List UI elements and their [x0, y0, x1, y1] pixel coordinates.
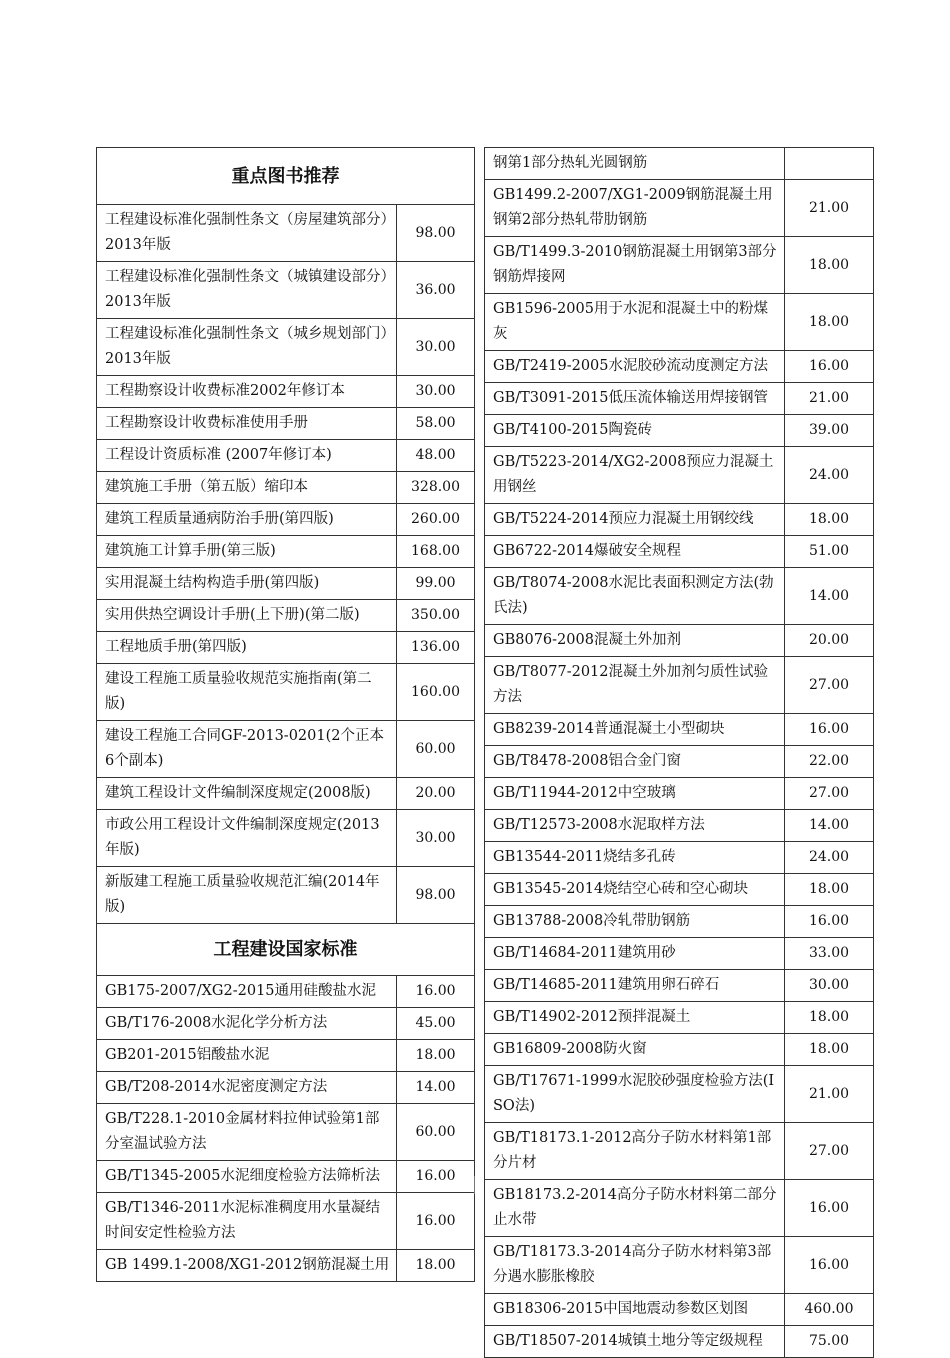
catalog-row: [485, 294, 874, 351]
item-price: 14.00: [785, 568, 874, 625]
item-title: GB16809-2008防火窗: [485, 1034, 785, 1066]
section-title-featured-books: 重点图书推荐: [97, 148, 475, 205]
item-price: 21.00: [785, 180, 874, 237]
catalog-row: [485, 778, 874, 810]
catalog-row: [485, 568, 874, 625]
item-price: 18.00: [785, 504, 874, 536]
item-title: GB/T4100-2015陶瓷砖: [485, 415, 785, 447]
catalog-row: [485, 237, 874, 294]
item-title: 工程建设标准化强制性条文（城乡规划部门）2013年版: [97, 319, 397, 376]
item-title: 工程地质手册(第四版): [97, 632, 397, 664]
catalog-row: [485, 874, 874, 906]
item-price: 18.00: [397, 1250, 475, 1282]
catalog-row: [97, 440, 475, 472]
item-price: 30.00: [785, 970, 874, 1002]
item-title: GB/T18173.1-2012高分子防水材料第1部分片材: [485, 1123, 785, 1180]
item-price: 24.00: [785, 447, 874, 504]
catalog-row: [485, 657, 874, 714]
right-catalog-table: [484, 147, 874, 1358]
catalog-row: [485, 625, 874, 657]
catalog-row: [97, 408, 475, 440]
catalog-row: [97, 472, 475, 504]
catalog-row: [97, 205, 475, 262]
catalog-row: [97, 319, 475, 376]
item-price: 168.00: [397, 536, 475, 568]
item-title: 实用混凝土结构构造手册(第四版): [97, 568, 397, 600]
catalog-row: [485, 1237, 874, 1294]
item-title: 建筑施工手册（第五版）缩印本: [97, 472, 397, 504]
item-price: 21.00: [785, 1066, 874, 1123]
catalog-row: [485, 1123, 874, 1180]
catalog-row: [485, 383, 874, 415]
item-title: 钢第1部分热轧光圆钢筋: [485, 148, 785, 180]
item-title: 工程建设标准化强制性条文（房屋建筑部分）2013年版: [97, 205, 397, 262]
item-price: 16.00: [785, 714, 874, 746]
catalog-row: [485, 180, 874, 237]
item-title: GB/T3091-2015低压流体输送用焊接钢管: [485, 383, 785, 415]
catalog-row: [485, 1034, 874, 1066]
item-price: 51.00: [785, 536, 874, 568]
item-title: 建筑施工计算手册(第三版): [97, 536, 397, 568]
item-title: GB/T1346-2011水泥标准稠度用水量凝结时间安定性检验方法: [97, 1193, 397, 1250]
item-price: 27.00: [785, 1123, 874, 1180]
catalog-row: [485, 970, 874, 1002]
item-title: GB/T18507-2014城镇土地分等定级规程: [485, 1326, 785, 1358]
catalog-row: [97, 810, 475, 867]
item-title: 工程建设标准化强制性条文（城镇建设部分）2013年版: [97, 262, 397, 319]
item-price: 39.00: [785, 415, 874, 447]
item-price: 18.00: [785, 294, 874, 351]
item-price: 58.00: [397, 408, 475, 440]
item-title: GB1596-2005用于水泥和混凝土中的粉煤灰: [485, 294, 785, 351]
item-title: GB/T228.1-2010金属材料拉伸试验第1部分室温试验方法: [97, 1104, 397, 1161]
item-title: GB/T11944-2012中空玻璃: [485, 778, 785, 810]
catalog-row: [97, 376, 475, 408]
item-price: 27.00: [785, 657, 874, 714]
item-title: 建设工程施工质量验收规范实施指南(第二版): [97, 664, 397, 721]
item-price: 18.00: [785, 1002, 874, 1034]
item-title: GB6722-2014爆破安全规程: [485, 536, 785, 568]
item-title: GB13788-2008冷轧带肋钢筋: [485, 906, 785, 938]
item-price: 99.00: [397, 568, 475, 600]
catalog-row: [97, 1104, 475, 1161]
item-title: GB18306-2015中国地震动参数区划图: [485, 1294, 785, 1326]
item-title: GB/T12573-2008水泥取样方法: [485, 810, 785, 842]
item-price: 60.00: [397, 1104, 475, 1161]
catalog-row: [97, 1250, 475, 1282]
item-price: 20.00: [785, 625, 874, 657]
item-title: 工程勘察设计收费标准2002年修订本: [97, 376, 397, 408]
catalog-row: [485, 746, 874, 778]
catalog-row: [485, 810, 874, 842]
item-price: 16.00: [785, 1237, 874, 1294]
item-title: GB1499.2-2007/XG1-2009钢筋混凝土用钢第2部分热轧带肋钢筋: [485, 180, 785, 237]
item-price: 16.00: [397, 976, 475, 1008]
item-price: 18.00: [397, 1040, 475, 1072]
item-title: GB/T18173.3-2014高分子防水材料第3部分遇水膨胀橡胶: [485, 1237, 785, 1294]
catalog-row: [97, 632, 475, 664]
catalog-row: [485, 1066, 874, 1123]
catalog-row: [97, 568, 475, 600]
item-title: 实用供热空调设计手册(上下册)(第二版): [97, 600, 397, 632]
catalog-row: [97, 262, 475, 319]
item-title: GB/T8077-2012混凝土外加剂匀质性试验方法: [485, 657, 785, 714]
catalog-row: [485, 504, 874, 536]
item-title: GB/T1499.3-2010钢筋混凝土用钢第3部分钢筋焊接网: [485, 237, 785, 294]
item-title: 新版建工程施工质量验收规范汇编(2014年版): [97, 867, 397, 924]
item-price: 16.00: [785, 1180, 874, 1237]
item-price: 14.00: [785, 810, 874, 842]
item-price: 60.00: [397, 721, 475, 778]
catalog-row: [485, 1180, 874, 1237]
item-price: 48.00: [397, 440, 475, 472]
item-title: GB/T17671-1999水泥胶砂强度检验方法(ISO法): [485, 1066, 785, 1123]
catalog-row: [485, 351, 874, 383]
item-title: GB/T14684-2011建筑用砂: [485, 938, 785, 970]
catalog-row: [97, 664, 475, 721]
item-price: [785, 148, 874, 180]
item-price: 20.00: [397, 778, 475, 810]
item-price: 136.00: [397, 632, 475, 664]
item-price: 33.00: [785, 938, 874, 970]
item-price: 16.00: [397, 1193, 475, 1250]
catalog-row: [97, 1193, 475, 1250]
catalog-row: [97, 600, 475, 632]
catalog-row: [485, 1326, 874, 1358]
catalog-row: [485, 906, 874, 938]
catalog-row: [97, 1161, 475, 1193]
item-price: 16.00: [785, 351, 874, 383]
catalog-row: [485, 938, 874, 970]
item-title: 建筑工程质量通病防治手册(第四版): [97, 504, 397, 536]
item-price: 21.00: [785, 383, 874, 415]
item-price: 98.00: [397, 867, 475, 924]
item-price: 18.00: [785, 1034, 874, 1066]
item-price: 260.00: [397, 504, 475, 536]
column-divider: [474, 1176, 475, 1194]
item-title: GB201-2015铝酸盐水泥: [97, 1040, 397, 1072]
item-title: GB/T1345-2005水泥细度检验方法筛析法: [97, 1161, 397, 1193]
item-title: 工程勘察设计收费标准使用手册: [97, 408, 397, 440]
catalog-row: [485, 536, 874, 568]
catalog-row: [485, 1002, 874, 1034]
item-title: 工程设计资质标准 (2007年修订本): [97, 440, 397, 472]
item-title: 建设工程施工合同GF-2013-0201(2个正本6个副本): [97, 721, 397, 778]
item-price: 30.00: [397, 376, 475, 408]
item-title: GB/T14685-2011建筑用卵石碎石: [485, 970, 785, 1002]
item-price: 75.00: [785, 1326, 874, 1358]
item-title: GB/T5224-2014预应力混凝土用钢绞线: [485, 504, 785, 536]
left-catalog-table: [96, 147, 475, 1282]
item-title: GB18173.2-2014高分子防水材料第二部分止水带: [485, 1180, 785, 1237]
catalog-row: [485, 1294, 874, 1326]
item-price: 14.00: [397, 1072, 475, 1104]
item-price: 45.00: [397, 1008, 475, 1040]
item-price: 30.00: [397, 810, 475, 867]
catalog-row: [97, 976, 475, 1008]
catalog-row: [97, 536, 475, 568]
item-title: GB175-2007/XG2-2015通用硅酸盐水泥: [97, 976, 397, 1008]
catalog-row: [485, 842, 874, 874]
item-title: GB/T176-2008水泥化学分析方法: [97, 1008, 397, 1040]
item-title: GB/T8478-2008铝合金门窗: [485, 746, 785, 778]
catalog-row: [97, 1008, 475, 1040]
item-price: 16.00: [785, 906, 874, 938]
catalog-row: [97, 778, 475, 810]
item-title: GB13544-2011烧结多孔砖: [485, 842, 785, 874]
catalog-row: [485, 714, 874, 746]
item-price: 24.00: [785, 842, 874, 874]
item-title: GB/T5223-2014/XG2-2008预应力混凝土用钢丝: [485, 447, 785, 504]
item-price: 460.00: [785, 1294, 874, 1326]
catalog-row: [97, 504, 475, 536]
item-title: GB8076-2008混凝土外加剂: [485, 625, 785, 657]
item-title: GB/T208-2014水泥密度测定方法: [97, 1072, 397, 1104]
item-price: 160.00: [397, 664, 475, 721]
item-price: 30.00: [397, 319, 475, 376]
item-price: 36.00: [397, 262, 475, 319]
item-title: GB13545-2014烧结空心砖和空心砌块: [485, 874, 785, 906]
catalog-row: [485, 415, 874, 447]
item-price: 27.00: [785, 778, 874, 810]
item-price: 98.00: [397, 205, 475, 262]
section-title-national-standards: 工程建设国家标准: [97, 924, 475, 976]
item-price: 328.00: [397, 472, 475, 504]
catalog-row: [97, 867, 475, 924]
catalog-row: [485, 447, 874, 504]
catalog-row: [485, 148, 874, 180]
catalog-row: [97, 1040, 475, 1072]
catalog-row: [97, 721, 475, 778]
item-price: 350.00: [397, 600, 475, 632]
item-title: 建筑工程设计文件编制深度规定(2008版): [97, 778, 397, 810]
item-title: GB/T2419-2005水泥胶砂流动度测定方法: [485, 351, 785, 383]
item-price: 16.00: [397, 1161, 475, 1193]
item-price: 22.00: [785, 746, 874, 778]
item-title: GB8239-2014普通混凝土小型砌块: [485, 714, 785, 746]
item-title: GB/T14902-2012预拌混凝土: [485, 1002, 785, 1034]
item-title: GB/T8074-2008水泥比表面积测定方法(勃氏法): [485, 568, 785, 625]
item-price: 18.00: [785, 874, 874, 906]
catalog-row: [97, 1072, 475, 1104]
item-title: GB 1499.1-2008/XG1-2012钢筋混凝土用: [97, 1250, 397, 1282]
item-title: 市政公用工程设计文件编制深度规定(2013年版): [97, 810, 397, 867]
item-price: 18.00: [785, 237, 874, 294]
